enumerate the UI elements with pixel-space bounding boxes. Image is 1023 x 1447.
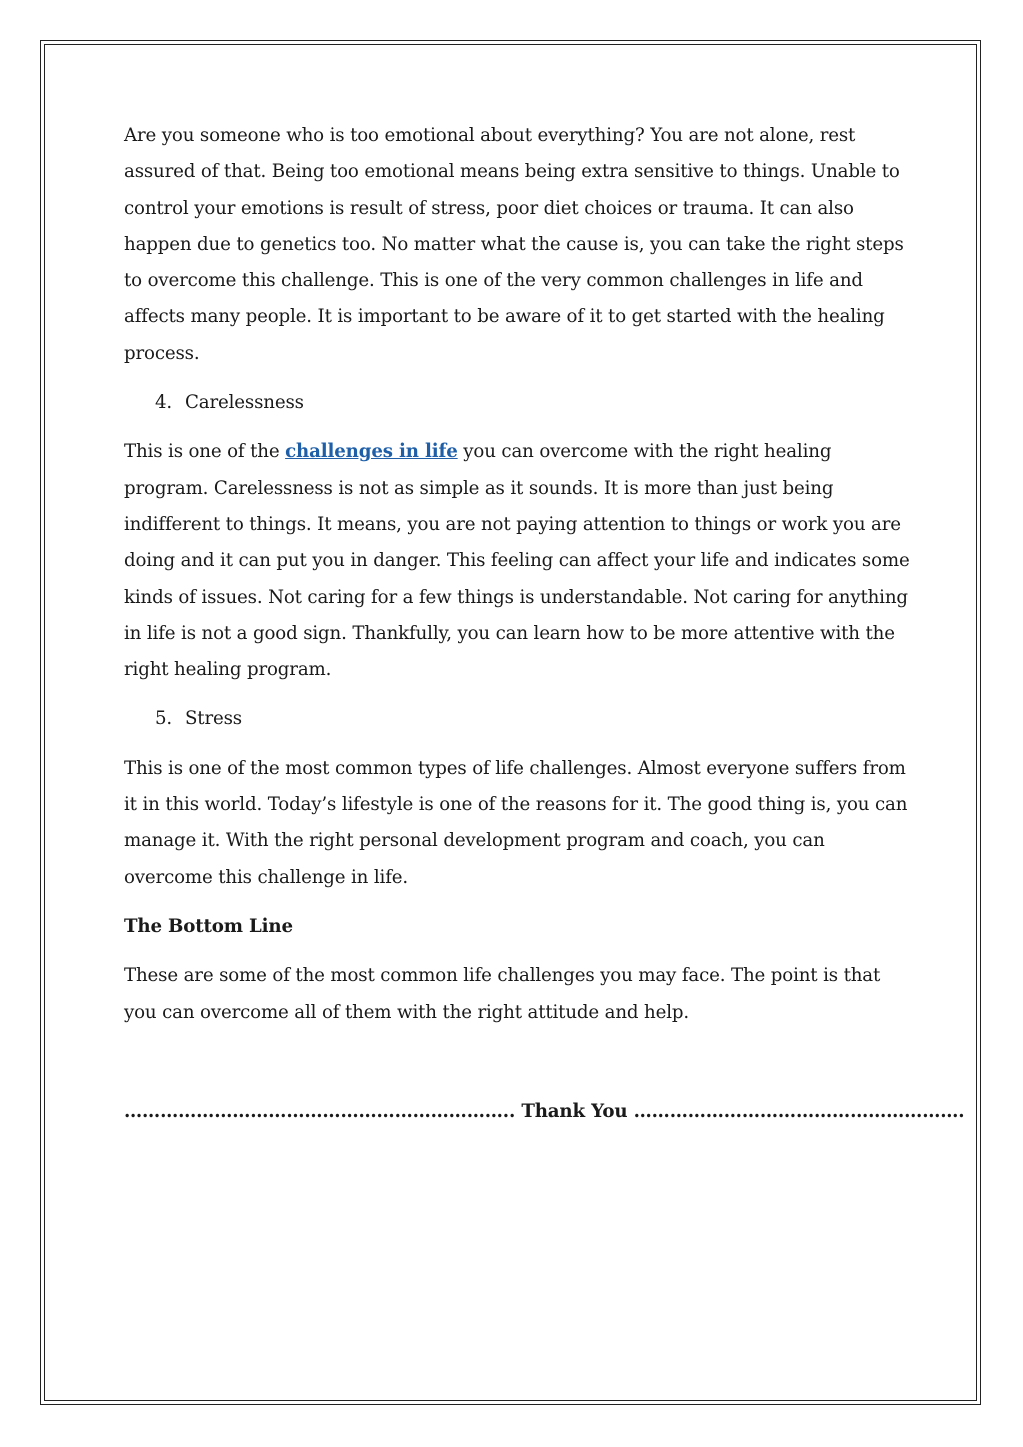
section-heading: The Bottom Line (124, 915, 293, 937)
paragraph-bottom-line: These are some of the most common life challenges you may face. The point is that you can overcome all of them with the right attitude and help. (124, 965, 881, 1023)
paragraph-text: This is one of the (124, 441, 286, 463)
paragraph-carelessness (124, 434, 914, 688)
paragraph-emotional: Are you someone who is too emotional about everything? You are not alone, rest assured of that. Being too emotional means being extra sensitive to things. Unable to control your emotions is result of stress, poor diet choices or trauma. It can also happen due to genetics too. No matter what the cause is, you can take the right steps to overcome this challenge. This is one of the very common challenges in life and affects many people. It is important to be aware of it to get started with the healing process. (124, 125, 904, 364)
list-item-carelessness (155, 385, 914, 421)
challenges-in-life-link[interactable]: challenges in life (285, 441, 458, 463)
list-number: 5. (155, 708, 173, 730)
document-body (124, 118, 965, 1130)
closing-thank-you: ……………………………………………………….. Thank You ………………………………………………. (124, 1100, 965, 1122)
list-label: Carelessness (185, 392, 304, 414)
paragraph-text: you can overcome with the right healing program. Carelessness is not as simple as it sounds. It is more than just being indifferent to things. It means, you are not paying attention to things or work you are doing and it can put you in danger. This feeling can affect your life and indicates some kinds of issues. Not caring for a few things is understandable. Not caring for anything in life is not a good sign. Thankfully, you can learn how to be more attentive with the right healing program. (124, 441, 910, 681)
list-item-stress (155, 701, 914, 737)
paragraph-stress: This is one of the most common types of life challenges. Almost everyone suffers from it in this world. Today’s lifestyle is one of the reasons for it. The good thing is, you can manage it. With the right personal development program and coach, you can overcome this challenge in life. (124, 757, 908, 888)
list-label: Stress (185, 708, 242, 730)
list-number: 4. (155, 392, 173, 414)
